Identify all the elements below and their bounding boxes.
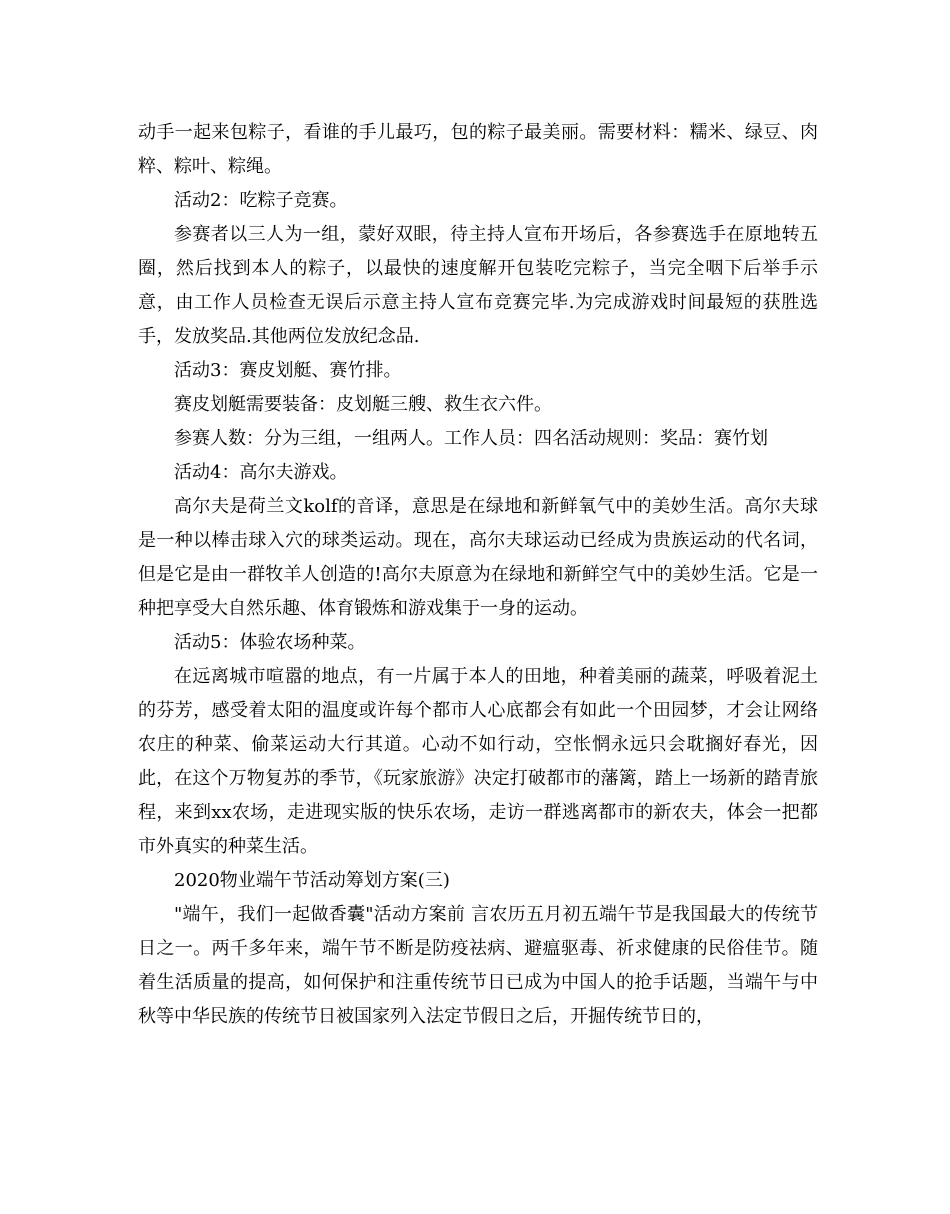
paragraph-11: 2020物业端午节活动筹划方案(三) <box>174 870 450 891</box>
paragraph-3: 参赛者以三人为一组，蒙好双眼，待主持人宣布开场后，各参赛选手在原地转五圈，然后找到本人的粽子，以最快的速度解开包装吃完粽子，当完全咽下后举手示意，由工作人员检查无误后示意主持人宣布竞赛完毕.为完成游戏时间最短的获胜选手，发放奖品.其他两位发放纪念品. <box>138 224 818 347</box>
paragraph-9: 活动5：体验农场种菜。 <box>174 632 366 653</box>
paragraph-10: 在远离城市喧嚣的地点，有一片属于本人的田地，种着美丽的蔬菜，呼吸着泥土的芬芳，感受着太阳的温度或许每个都市人心底都会有如此一个田园梦，才会让网络农庄的种菜、偷菜运动大行其道。心动不如行动，空怅惘永远只会耽搁好春光，因此，在这个万物复苏的季节，《玩家旅游》决定打破都市的藩篱，踏上一场新的踏青旅程，来到xx农场，走进现实版的快乐农场，走访一群逃离都市的新农夫，体会一把都市外真实的种菜生活。 <box>138 666 818 857</box>
paragraph-6: 参赛人数：分为三组，一组两人。工作人员：四名活动规则：奖品：赛竹划 <box>174 428 768 449</box>
paragraph-2: 活动2：吃粽子竞赛。 <box>174 190 348 211</box>
paragraph-8: 高尔夫是荷兰文kolf的音译，意思是在绿地和新鲜氧气中的美妙生活。高尔夫球是一种以棒击球入穴的球类运动。现在，高尔夫球运动已经成为贵族运动的代名词，但是它是由一群牧羊人创造的!高尔夫原意为在绿地和新鲜空气中的美妙生活。它是一种把享受大自然乐趣、体育锻炼和游戏集于一身的运动。 <box>138 496 818 619</box>
document-body <box>138 116 818 1034</box>
paragraph-1: 动手一起来包粽子，看谁的手儿最巧，包的粽子最美丽。需要材料：糯米、绿豆、肉粹、粽叶、粽绳。 <box>138 122 818 177</box>
paragraph-12: "端午，我们一起做香囊"活动方案前 言农历五月初五端午节是我国最大的传统节日之一。两千多年来，端午节不断是防疫祛病、避瘟驱毒、祈求健康的民俗佳节。随着生活质量的提高，如何保护和注重传统节日已成为中国人的抢手话题，当端午与中秋等中华民族的传统节日被国家列入法定节假日之后，开掘传统节日的， <box>138 904 818 1027</box>
paragraph-7: 活动4：高尔夫游戏。 <box>174 462 348 483</box>
paragraph-5: 赛皮划艇需要装备：皮划艇三艘、救生衣六件。 <box>174 394 552 415</box>
paragraph-4: 活动3：赛皮划艇、赛竹排。 <box>174 360 402 381</box>
